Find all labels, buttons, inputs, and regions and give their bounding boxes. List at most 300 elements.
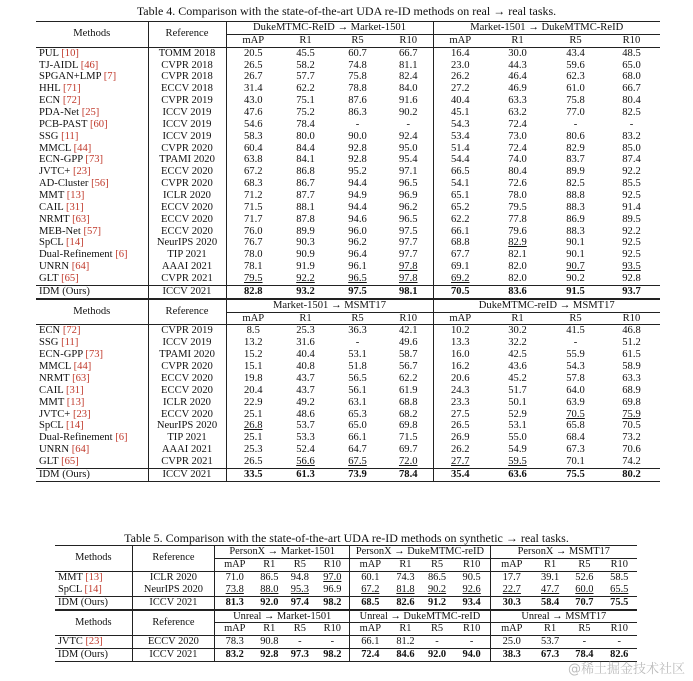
value-cell: 78.0	[226, 249, 280, 261]
citation: [14]	[84, 583, 102, 595]
task-header: PersonX → DukeMTMC-reID	[350, 546, 490, 559]
value-cell: 22.9	[226, 397, 280, 409]
metric-header: R10	[610, 623, 628, 635]
method-name: UNRN	[39, 261, 70, 273]
table-row	[36, 60, 660, 72]
value-cell: 80.6	[566, 130, 585, 142]
value-cell: 66.7	[622, 83, 641, 95]
reference-cell: NeurIPS 2020	[132, 584, 215, 596]
value-cell: 54.1	[433, 178, 487, 190]
method-cell	[36, 409, 148, 421]
value-cell: 94.4	[348, 178, 367, 190]
method-cell	[36, 83, 148, 95]
value-cell: 43.4	[548, 47, 603, 59]
reference-cell: CVPR 2018	[148, 60, 226, 72]
value-cell: 70.6	[622, 444, 641, 456]
method-cell	[36, 261, 148, 273]
method-name: MMT	[39, 396, 65, 408]
method-name: PUL	[39, 47, 59, 59]
reference-cell: TPAMI 2020	[148, 154, 226, 166]
citation: [64]	[71, 261, 90, 273]
value-cell: 57.7	[296, 71, 315, 83]
value-cell: 73.8	[215, 584, 255, 596]
value-cell: 8.5	[226, 325, 280, 337]
citation: [72]	[62, 95, 81, 107]
value-cell: 96.5	[398, 178, 418, 190]
method-name: SSG	[39, 130, 59, 142]
metric-header: R10	[323, 558, 341, 570]
value-cell: 91.5	[548, 285, 603, 298]
method-name: JVTC	[58, 636, 83, 648]
method-cell	[36, 214, 148, 226]
value-cell: 45.2	[508, 372, 527, 384]
value-cell: 78.4	[384, 468, 433, 481]
ours-row	[55, 649, 637, 662]
method-cell	[36, 325, 148, 337]
value-cell: 84.0	[398, 83, 418, 95]
value-cell: 89.9	[566, 166, 585, 178]
value-cell: 26.7	[226, 71, 280, 83]
value-cell: 92.5	[622, 249, 641, 261]
value-cell: 13.3	[433, 337, 487, 349]
metric-header: R1	[511, 34, 524, 46]
value-cell: 75.9	[622, 408, 641, 420]
value-cell: 51.4	[433, 143, 487, 155]
method-cell	[36, 154, 148, 166]
value-cell: 25.1	[226, 409, 280, 421]
value-cell: 68.9	[622, 384, 641, 396]
reference-cell: ICCV 2019	[148, 107, 226, 119]
metric-header: mAP	[490, 623, 533, 636]
citation: [65]	[61, 455, 79, 467]
value-cell: 60.7	[331, 47, 384, 59]
value-cell: 97.0	[315, 571, 349, 583]
value-cell: 83.7	[566, 154, 585, 166]
table-row	[36, 397, 660, 409]
method-name: SpCL	[39, 237, 64, 249]
method-name: CAIL	[39, 201, 64, 213]
table-row	[36, 166, 660, 178]
value-cell: 92.0	[420, 649, 453, 662]
method-cell	[55, 649, 132, 662]
method-name: SSG	[39, 337, 59, 349]
header-row	[36, 22, 660, 35]
value-cell: 86.9	[566, 213, 585, 225]
citation: [23]	[72, 408, 91, 420]
value-cell: 74.8	[348, 59, 367, 71]
value-cell: -	[406, 118, 411, 130]
table-row	[36, 47, 660, 59]
value-cell: 63.9	[566, 396, 585, 408]
value-cell: 69.2	[433, 273, 487, 285]
value-cell: 53.3	[296, 432, 315, 444]
watermark: @稀土掘金技术社区	[567, 662, 685, 677]
value-cell: 87.8	[296, 213, 315, 225]
value-cell: 93.4	[454, 596, 490, 609]
value-cell: 93.7	[603, 285, 660, 298]
method-cell	[36, 202, 148, 214]
method-cell	[36, 131, 148, 143]
value-cell: 78.4	[567, 649, 601, 662]
reference-header: Reference	[132, 610, 215, 636]
method-name: SpCL	[39, 420, 64, 432]
value-cell: -	[420, 636, 453, 649]
value-cell: 86.5	[420, 571, 453, 583]
value-cell: 97.1	[398, 166, 418, 178]
value-cell: 73.0	[508, 130, 527, 142]
method-cell	[55, 636, 132, 649]
methods-header: Methods	[55, 610, 132, 636]
metric-header: R10	[462, 623, 481, 635]
value-cell: 57.8	[566, 372, 585, 384]
reference-cell: ICCV 2021	[148, 285, 226, 298]
value-cell: 20.4	[226, 385, 280, 397]
value-cell: 70.1	[566, 455, 585, 467]
value-cell: 82.0	[508, 273, 527, 285]
citation: [23]	[85, 636, 103, 648]
value-cell: 68.5	[350, 596, 391, 609]
value-cell: 55.0	[508, 432, 527, 444]
value-cell: 90.5	[454, 571, 490, 583]
method-name: IDM (Ours)	[58, 649, 108, 661]
table-row	[36, 178, 660, 190]
value-cell: 43.6	[508, 361, 527, 373]
value-cell: 97.8	[398, 273, 418, 285]
value-cell: 81.3	[215, 596, 255, 609]
method-name: NRMT	[39, 213, 70, 225]
value-cell: 91.2	[420, 596, 453, 609]
value-cell: 98.2	[315, 649, 349, 662]
value-cell: 90.2	[427, 583, 447, 595]
value-cell: 76.0	[226, 226, 280, 238]
value-cell: 98.2	[315, 596, 349, 609]
value-cell: 84.1	[296, 154, 315, 166]
metric-header: R5	[569, 34, 582, 46]
value-cell: 54.3	[433, 119, 487, 131]
metric-header: R5	[569, 312, 582, 324]
value-cell: 31.6	[296, 337, 315, 349]
citation: [63]	[72, 372, 90, 384]
value-cell: 70.7	[567, 596, 601, 609]
value-cell: 71.2	[226, 190, 280, 202]
citation: [73]	[85, 349, 104, 361]
method-cell	[36, 397, 148, 409]
header-row	[55, 610, 637, 623]
value-cell: 23.3	[433, 397, 487, 409]
value-cell: 30.3	[490, 596, 533, 609]
value-cell: 75.2	[296, 107, 315, 119]
metric-header: R5	[578, 623, 591, 635]
value-cell: 94.8	[284, 571, 315, 583]
ours-row	[55, 596, 637, 609]
table-row	[36, 83, 660, 95]
value-cell: 96.5	[348, 273, 367, 285]
method-name: MMCL	[39, 142, 71, 154]
value-cell: 17.7	[490, 571, 533, 583]
value-cell: 92.2	[622, 166, 641, 178]
reference-cell: CVPR 2021	[148, 273, 226, 285]
value-cell: 16.4	[433, 47, 487, 59]
value-cell: 66.7	[384, 47, 433, 59]
value-cell: 82.9	[508, 237, 527, 249]
value-cell: 63.3	[622, 372, 641, 384]
citation: [65]	[61, 273, 79, 285]
header-row	[55, 546, 637, 559]
method-name: ECN	[39, 95, 61, 107]
value-cell: 68.0	[622, 71, 641, 83]
table5-caption: Table 5. Comparison with the state-of-the-art UDA re-ID methods on synthetic → real tasks.	[124, 531, 569, 545]
value-cell: 80.0	[296, 130, 315, 142]
value-cell: 44.3	[508, 59, 527, 71]
method-name: GLT	[39, 455, 59, 467]
reference-cell: ECCV 2020	[148, 409, 226, 421]
value-cell: 16.0	[433, 349, 487, 361]
value-cell: 25.1	[226, 432, 280, 444]
value-cell: 31.4	[226, 83, 280, 95]
value-cell: 68.8	[398, 396, 418, 408]
value-cell: 83.2	[215, 649, 255, 662]
value-cell: 82.4	[398, 71, 418, 83]
reference-cell: ECCV 2020	[148, 214, 226, 226]
method-name: PCB-PAST	[39, 118, 88, 130]
value-cell: 93.5	[622, 261, 641, 273]
value-cell: 96.2	[348, 237, 367, 249]
value-cell: 58.9	[622, 361, 641, 373]
table-row	[36, 409, 660, 421]
reference-cell: CVPR 2018	[148, 71, 226, 83]
value-cell: 27.5	[433, 409, 487, 421]
value-cell: 70.5	[433, 285, 487, 298]
reference-cell: ICCV 2021	[132, 649, 215, 662]
method-name: IDM (Ours)	[39, 468, 90, 480]
value-cell: 80.2	[603, 468, 660, 481]
reference-cell: ECCV 2020	[148, 166, 226, 178]
value-cell: 65.0	[622, 59, 641, 71]
table-row	[36, 361, 660, 373]
value-cell: 72.4	[508, 118, 527, 130]
metric-header: R1	[511, 312, 524, 324]
reference-cell: CVPR 2019	[148, 95, 226, 107]
value-cell: 40.8	[296, 361, 315, 373]
value-cell: 78.8	[348, 83, 367, 95]
task-header: Market-1501 → DukeMTMC-ReID	[433, 22, 660, 35]
value-cell: 66.5	[433, 166, 487, 178]
method-name: MEB-Net	[39, 225, 81, 237]
value-cell: 35.4	[433, 468, 487, 481]
citation: [10]	[61, 47, 79, 59]
value-cell: 65.0	[348, 420, 367, 432]
value-cell: 89.5	[622, 213, 641, 225]
metric-header: R5	[351, 34, 364, 46]
reference-cell: ICCV 2021	[132, 596, 215, 609]
value-cell: 94.4	[348, 201, 367, 213]
value-cell: 96.2	[398, 201, 418, 213]
value-cell: 92.5	[622, 190, 641, 202]
value-cell: 71.0	[215, 571, 255, 583]
table-row	[36, 385, 660, 397]
value-cell: 97.3	[284, 649, 315, 662]
metric-header: mAP	[433, 312, 487, 325]
value-cell: 72.6	[508, 178, 527, 190]
value-cell: 92.2	[622, 225, 641, 237]
value-cell: 61.3	[280, 468, 331, 481]
value-cell: 61.9	[398, 384, 418, 396]
metric-header: mAP	[433, 34, 487, 47]
metric-header: mAP	[350, 623, 391, 636]
value-cell: 88.0	[260, 583, 279, 595]
value-cell: 92.8	[348, 142, 367, 154]
metric-header: R10	[622, 34, 641, 46]
method-cell	[36, 444, 148, 456]
reference-cell: ICCV 2021	[148, 468, 226, 481]
value-cell: 85.0	[622, 142, 641, 154]
citation: [11]	[61, 337, 79, 349]
value-cell: 95.2	[348, 166, 367, 178]
value-cell: -	[355, 337, 360, 349]
value-cell: 68.3	[226, 178, 280, 190]
citation: [63]	[72, 213, 90, 225]
value-cell: -	[602, 636, 637, 649]
value-cell: 63.6	[487, 468, 548, 481]
value-cell: 97.7	[398, 249, 418, 261]
value-cell: 65.1	[433, 190, 487, 202]
value-cell: 82.6	[602, 649, 637, 662]
metric-header: mAP	[226, 34, 280, 47]
value-cell: 79.6	[508, 225, 527, 237]
table-row	[36, 420, 660, 432]
value-cell: 30.0	[487, 47, 548, 59]
value-cell: 75.1	[296, 95, 315, 107]
table-row	[36, 432, 660, 444]
method-cell	[36, 361, 148, 373]
reference-cell: ECCV 2020	[148, 202, 226, 214]
method-name: JVTC+	[39, 166, 71, 178]
value-cell: 67.7	[433, 249, 487, 261]
table-row	[36, 249, 660, 261]
value-cell: 88.3	[566, 225, 585, 237]
value-cell: 82.6	[390, 596, 420, 609]
reference-cell: ICLR 2020	[148, 397, 226, 409]
value-cell: 80.4	[508, 166, 527, 178]
value-cell: 52.9	[508, 408, 527, 420]
value-cell: 54.3	[566, 361, 585, 373]
method-cell	[55, 596, 132, 609]
value-cell: 38.3	[490, 649, 533, 662]
value-cell: -	[284, 636, 315, 649]
method-name: AD-Cluster	[39, 178, 89, 190]
value-cell: 51.2	[622, 337, 641, 349]
reference-header: Reference	[132, 546, 215, 572]
value-cell: 13.2	[226, 337, 280, 349]
value-cell: 46.4	[508, 71, 527, 83]
header-row	[36, 299, 660, 312]
value-cell: 71.7	[226, 214, 280, 226]
value-cell: 93.2	[280, 285, 331, 298]
method-name: MMCL	[39, 361, 71, 373]
method-name: Dual-Refinement	[39, 432, 113, 444]
value-cell: 91.4	[622, 201, 641, 213]
value-cell: 67.3	[533, 649, 567, 662]
value-cell: 82.8	[226, 285, 280, 298]
reference-cell: NeurIPS 2020	[148, 420, 226, 432]
value-cell: 22.7	[490, 584, 533, 596]
method-name: MMT	[58, 571, 83, 583]
ours-row	[36, 468, 660, 481]
value-cell: 90.1	[566, 249, 585, 261]
value-cell: 25.3	[226, 444, 280, 456]
task-header: Unreal → Market-1501	[215, 610, 350, 623]
method-cell	[36, 71, 148, 83]
table-row	[36, 456, 660, 468]
value-cell: 66.1	[348, 432, 367, 444]
value-cell: 65.8	[566, 420, 585, 432]
method-cell	[36, 249, 148, 261]
table-row	[36, 273, 660, 285]
citation: [14]	[66, 420, 84, 432]
value-cell: 77.8	[508, 213, 527, 225]
value-cell: -	[355, 118, 360, 130]
value-cell: 52.6	[567, 571, 601, 583]
method-name: ECN-GPP	[39, 349, 83, 361]
value-cell: 45.5	[280, 47, 331, 59]
citation: [6]	[115, 249, 128, 261]
value-cell: 83.6	[487, 285, 548, 298]
value-cell: 10.2	[433, 325, 487, 337]
value-cell: 56.6	[296, 455, 315, 467]
value-cell: 61.0	[566, 83, 585, 95]
value-cell: 15.2	[226, 349, 280, 361]
citation: [46]	[80, 59, 99, 71]
value-cell: 58.7	[398, 349, 418, 361]
reference-header: Reference	[148, 299, 226, 325]
table-row	[36, 154, 660, 166]
citation: [31]	[65, 201, 84, 213]
metric-header: R5	[351, 312, 364, 324]
value-cell: 90.2	[566, 273, 585, 285]
reference-cell: ECCV 2020	[132, 636, 215, 649]
citation: [57]	[83, 225, 102, 237]
value-cell: 49.2	[296, 396, 315, 408]
citation: [13]	[85, 571, 103, 583]
table-row	[36, 325, 660, 337]
table-row	[36, 119, 660, 131]
value-cell: 70.5	[622, 420, 641, 432]
reference-cell: CVPR 2020	[148, 361, 226, 373]
value-cell: 92.8	[254, 649, 284, 662]
value-cell: 27.2	[433, 83, 487, 95]
value-cell: 39.1	[533, 571, 567, 583]
task-header: Unreal → MSMT17	[490, 610, 637, 623]
value-cell: 43.7	[296, 384, 315, 396]
value-cell: 72.0	[398, 455, 418, 467]
value-cell: 26.5	[226, 60, 280, 72]
value-cell: 26.9	[433, 432, 487, 444]
value-cell: 78.4	[296, 118, 315, 130]
value-cell: 82.9	[566, 142, 585, 154]
value-cell: -	[454, 636, 490, 649]
table-row	[36, 237, 660, 249]
value-cell: -	[573, 337, 578, 349]
task-header: Market-1501 → MSMT17	[226, 299, 433, 312]
value-cell: 67.2	[226, 166, 280, 178]
reference-cell: TIP 2021	[148, 249, 226, 261]
value-cell: 20.5	[226, 47, 280, 59]
value-cell: 25.0	[490, 636, 533, 649]
task-header: Unreal → DukeMTMC-reID	[350, 610, 490, 623]
value-cell: 73.9	[331, 468, 384, 481]
value-cell: 81.1	[398, 59, 418, 71]
value-cell: 59.5	[508, 455, 527, 467]
